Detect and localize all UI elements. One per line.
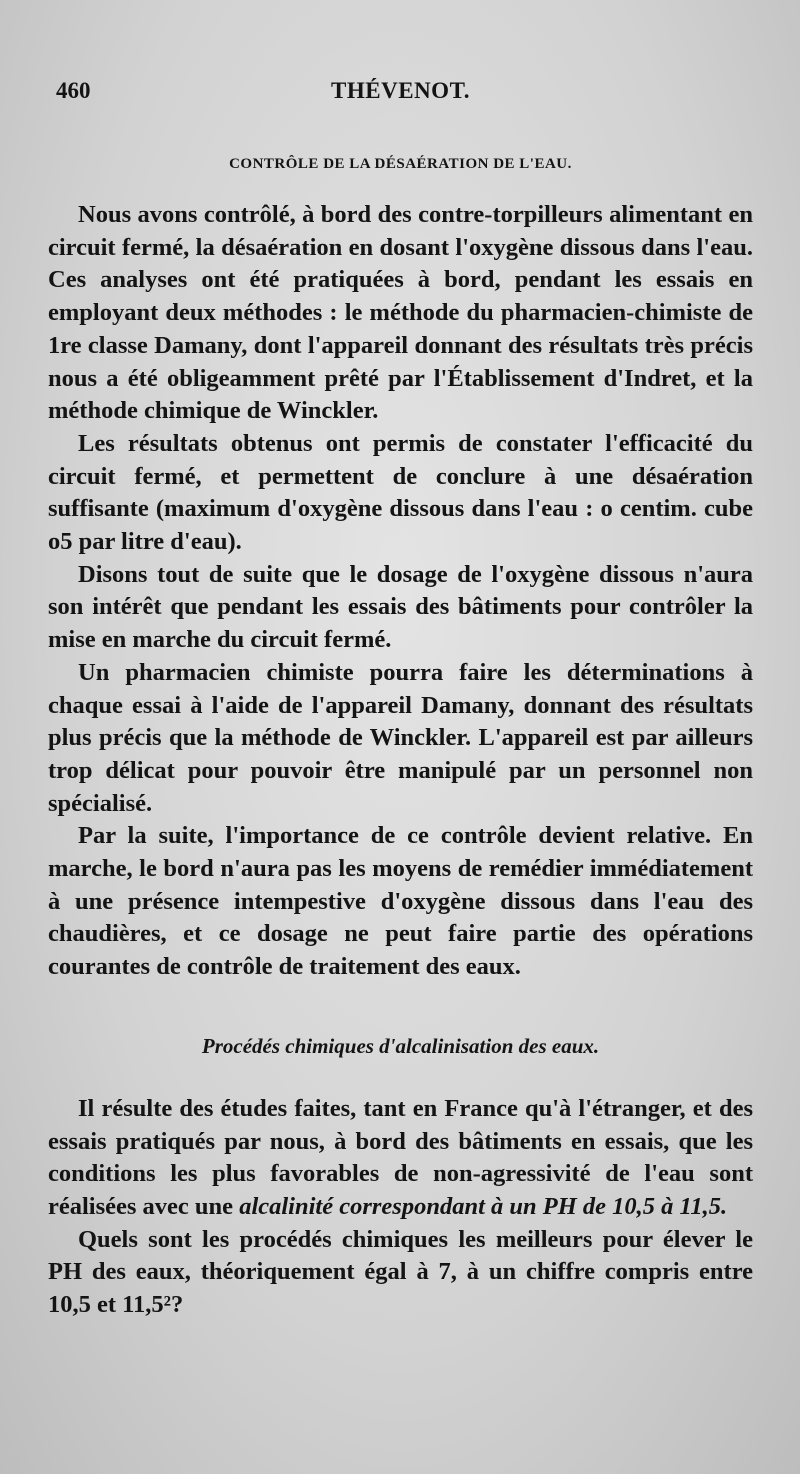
page — [48, 78, 753, 1322]
paragraph-4: Un pharmacien chimiste pourra faire les déterminations à chaque essai à l'aide de l'appareil Damany, donnant des résultats plus précis que la méthode de Winckler. L'appareil est par ailleurs trop délicat pour pouvoir être manipulé par un personnel non spécialisé. — [48, 658, 753, 817]
paragraph-1: Nous avons contrôlé, à bord des contre-torpilleurs alimentant en circuit fermé, la désaération en dosant l'oxygène dissous dans l'eau. Ces analyses ont été pratiquées à bord, pendant les essais en employant deux méthodes : le méthode du pharmacien-chimiste de 1re classe Damany, dont l'appareil donnant des résultats très précis nous a été obligeamment prêté par l'Établissement d'Indret, et la méthode chimique de Winckler. — [48, 201, 753, 425]
running-head — [48, 78, 753, 118]
page-number: 460 — [56, 78, 91, 103]
section-title: CONTRÔLE DE LA DÉSAÉRATION DE L'EAU. — [229, 156, 572, 172]
paragraph-2: Les résultats obtenus ont permis de constater l'efficacité du circuit fermé, et permettent de conclure à une désaération suffisante (maximum d'oxygène dissous dans l'eau : o centim. cube o5 par litre d'eau). — [48, 429, 753, 556]
paragraph-5: Par la suite, l'importance de ce contrôle devient relative. En marche, le bord n'aura pas les moyens de remédier immédiatement à une présence intempestive d'oxygène dissous dans l'eau des chaudières, et ce dosage ne peut faire partie des opérations courantes de contrôle de traitement des eaux. — [48, 822, 753, 981]
paragraph-6-emphasis: alcalinité correspondant à un PH de 10,5 à 11,5. — [239, 1192, 728, 1220]
paragraph-3: Disons tout de suite que le dosage de l'oxygène dissous n'aura son intérêt que pendant les essais des bâtiments pour contrôler la mise en marche du circuit fermé. — [48, 560, 753, 654]
running-title: THÉVENOT. — [331, 78, 470, 103]
paragraph-6 — [48, 1093, 753, 1224]
paragraph-6-text: Il résulte des études faites, tant en France qu'à l'étranger, et des essais pratiqués par nous, à bord des bâtiments en essais, que les conditions les plus favorables de non-agressivité de l'eau sont réalisées avec une — [48, 1094, 753, 1220]
subsection-title: Procédés chimiques d'alcalinisation des eaux. — [201, 1033, 600, 1058]
paragraph-7: Quels sont les procédés chimiques les meilleurs pour élever le PH des eaux, théoriquement égal à 7, à un chiffre compris entre 10,5 et 11,5²? — [48, 1225, 753, 1319]
